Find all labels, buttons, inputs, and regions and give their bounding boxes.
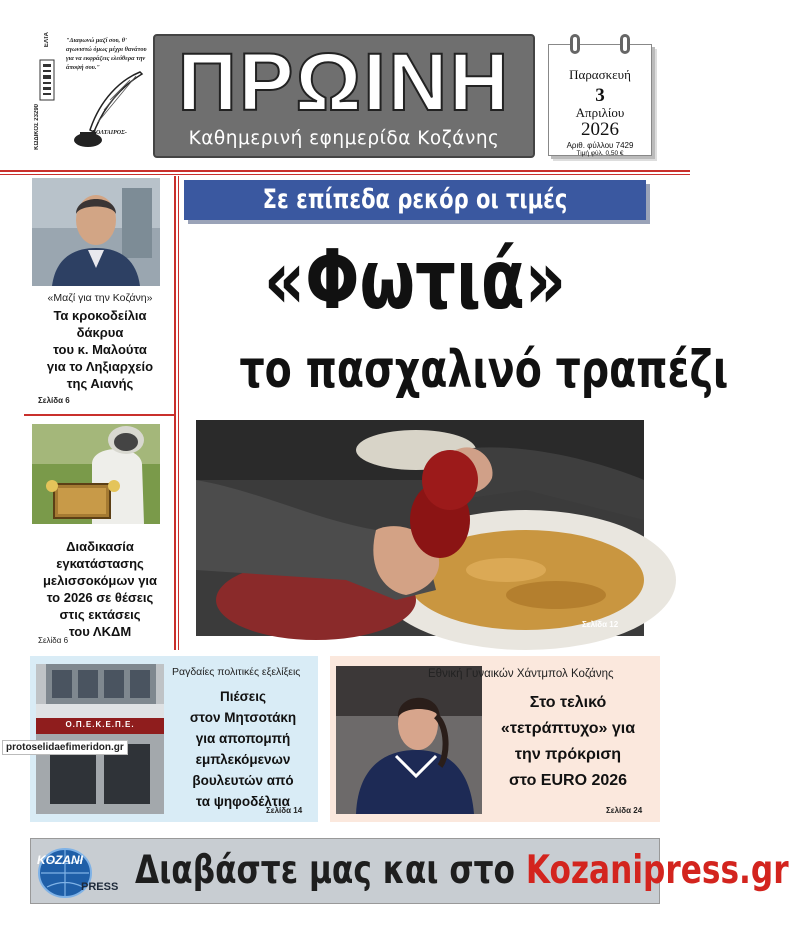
ad-website-link[interactable]: Kozanipress.gr: [525, 848, 789, 893]
story-divider: [24, 414, 174, 416]
headline-line: τα ψηφοδέλτια: [196, 794, 290, 809]
section-divider: [0, 170, 690, 172]
masthead-postal-strip: [30, 30, 56, 158]
side-story-kicker: «Μαζί για την Κοζάνη»: [47, 292, 153, 304]
headline-line: στις εκτάσεις: [59, 607, 141, 622]
masthead-quote-box: [30, 30, 148, 158]
side-story-1[interactable]: [30, 292, 170, 392]
headline-line: βουλευτών από: [192, 773, 294, 788]
sport-kicker: Εθνική Γυναικών Χάντμπολ Κοζάνης: [428, 668, 614, 680]
newspaper-logo[interactable]: [153, 34, 535, 158]
headline-line: «τετράπτυχο» για: [500, 720, 636, 737]
section-divider: [0, 174, 690, 175]
kozanipress-logo: [35, 845, 127, 899]
headline-line: του ΛΚΔΜ: [68, 624, 132, 639]
kozanipress-ad-banner[interactable]: [30, 838, 789, 904]
headline-line: δάκρυα: [76, 325, 124, 340]
newspaper-subtitle: Καθημερινή εφημερίδα Κοζάνης: [188, 128, 500, 149]
headline-line: Πιέσεις: [219, 689, 266, 704]
ad-logo-bottom: PRESS: [81, 881, 119, 893]
easter-table-photo[interactable]: [196, 420, 644, 636]
calendar-page: [548, 44, 652, 156]
calendar-ring-icon: [620, 34, 630, 54]
column-divider: [178, 176, 179, 650]
sport-story-box[interactable]: [330, 656, 660, 822]
source-watermark: protoselidaefimeridon.gr: [2, 740, 128, 755]
postal-label: ΕΛΤΑ: [44, 32, 50, 48]
calendar-year: 2026: [581, 119, 619, 140]
politics-headline: [170, 686, 316, 812]
ad-logo-top: KOZANI: [37, 853, 83, 867]
side-story-headline: [30, 307, 170, 392]
side-story-headline: [30, 538, 170, 640]
headline-line: την πρόκριση: [514, 746, 622, 763]
quote-text: "Διαφωνώ μαζί σου, θ' αγωνιστώ όμως μέχρι θανάτου για να εκφράζεις ελεύθερα την άποψή σου.": [66, 37, 147, 71]
politician-photo[interactable]: [32, 178, 160, 286]
headline-line: του κ. Μαλούτα: [53, 342, 147, 357]
headline-line: εγκατάστασης: [56, 556, 144, 571]
headline-line: για αποπομπή: [195, 731, 291, 746]
barcode-icon: [40, 60, 54, 100]
quote-author: ΒΟΛΤΑΙΡΟΣ-: [92, 130, 127, 136]
calendar-weekday: Παρασκευή: [569, 67, 631, 82]
main-subheadline[interactable]: το πασχαλινό τραπέζι: [239, 340, 729, 400]
banner-text: Σε επίπεδα ρεκόρ οι τιμές: [262, 184, 568, 215]
headline-line: Διαδικασία: [66, 539, 134, 554]
handball-player-photo: [336, 666, 482, 814]
calendar-day: 3: [595, 85, 605, 106]
date-calendar: [544, 34, 656, 158]
issue-price: Τιμή φύλ. 0,50 €: [576, 150, 624, 157]
page-reference: Σελίδα 14: [266, 806, 303, 815]
page-reference: Σελίδα 6: [38, 636, 69, 645]
headline-line: για το Ληξιαρχείο: [46, 359, 154, 374]
page-reference: Σελίδα 12: [582, 620, 619, 629]
main-headline[interactable]: «Φωτιά»: [263, 233, 567, 328]
building-sign: Ο.Π.Ε.Κ.Ε.Π.Ε.: [65, 720, 135, 729]
ad-text-main: Διαβάστε μας και στο: [135, 848, 526, 893]
sport-headline: [478, 690, 658, 794]
building-photo: [36, 664, 164, 814]
headline-line: στο EURO 2026: [508, 772, 628, 789]
column-divider: [174, 176, 176, 650]
page-reference: Σελίδα 6: [38, 396, 70, 405]
headline-line: στον Μητσοτάκη: [189, 710, 297, 725]
page-reference: Σελίδα 24: [606, 806, 643, 815]
side-story-2[interactable]: [30, 538, 170, 640]
headline-line: Στο τελικό: [529, 694, 607, 711]
ad-slogan: [135, 847, 789, 895]
headline-line: εμπλεκόμενων: [195, 752, 291, 767]
headline-line: Τα κροκοδείλια: [53, 308, 147, 323]
politics-kicker: Ραγδαίες πολιτικές εξελίξεις: [172, 666, 301, 678]
headline-line: μελισσοκόμων για: [42, 573, 158, 588]
calendar-ring-icon: [570, 34, 580, 54]
issue-number: Αριθ. φύλλου 7429: [566, 141, 634, 150]
main-story-banner: [184, 180, 646, 220]
calendar-month: Απριλίου: [575, 105, 625, 120]
quill-icon: [70, 70, 146, 150]
postal-code: ΚΩΔΙΚΟΣ 23290: [34, 104, 40, 150]
headline-line: το 2026 σε θέσεις: [46, 590, 154, 605]
headline-line: της Αιανής: [66, 376, 134, 391]
newspaper-title: ΠΡΩΙΝΗ: [177, 37, 511, 128]
politics-story-box[interactable]: [30, 656, 318, 822]
beekeeper-photo[interactable]: [32, 424, 160, 524]
